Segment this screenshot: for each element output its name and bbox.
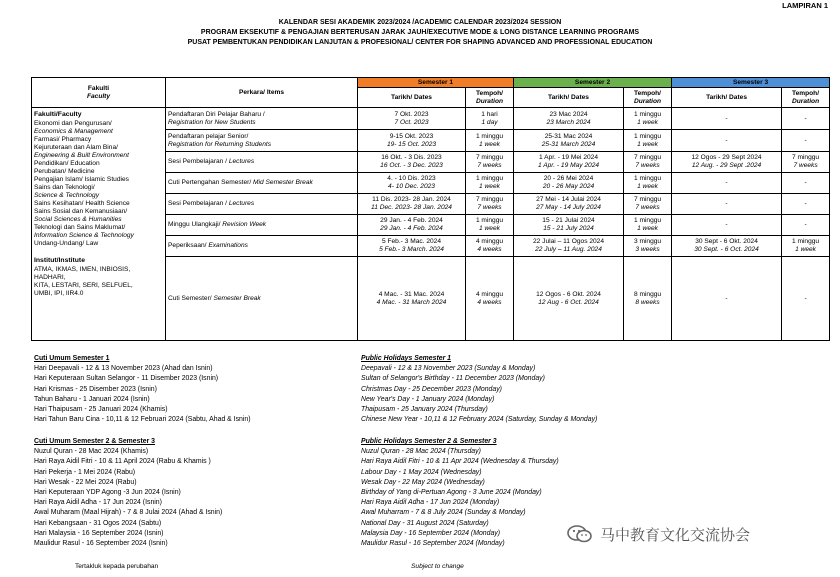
row-item: Sesi Pembelajaran / Lectures: [166, 194, 358, 215]
row-item: Cuti Semester/ Semester Break: [166, 257, 358, 341]
date-cell: 4 Mac. - 31 Mac. 2024 4 Mac. - 31 March 2024: [358, 257, 466, 341]
date-cell: -: [672, 215, 782, 236]
faculty-item-en: Social Sciences & Humanities: [34, 216, 122, 223]
dates-header-s3: Tarikh/ Dates: [672, 88, 782, 108]
date-cell: -: [672, 173, 782, 194]
duration-cell: -: [782, 215, 830, 236]
duration-cell: 8 minggu 8 weeks: [624, 257, 672, 341]
faculty-item: Undang-Undang/ Law: [34, 240, 99, 247]
duration-cell: 1 minggu 1 week: [624, 215, 672, 236]
holiday-item: Thaipusam - 25 January 2024 (Thursday): [361, 406, 488, 414]
duration-cell: 4 minggu 4 weeks: [466, 257, 514, 341]
holiday-item: Hari Tahun Baru Cina - 10,11 & 12 Februari 2024 (Sabtu, Ahad & Isnin): [34, 416, 251, 424]
date-cell: 30 Sept - 6 Okt. 2024 30 Sept. - 6 Oct. 2024: [672, 236, 782, 257]
holiday-item: Hari Krismas - 25 Disember 2023 (Isnin): [34, 385, 157, 393]
holiday-item: National Day - 31 August 2024 (Saturday): [361, 519, 489, 527]
holiday-item: Hari Thaipusam - 25 Januari 2024 (Khamis): [34, 406, 168, 414]
date-cell: 12 Ogos - 29 Sept 2024 12 Aug. - 29 Sept .2024: [672, 152, 782, 173]
date-cell: 12 Ogos - 6 Okt. 2024 12 Aug - 6 Oct. 2024: [514, 257, 624, 341]
wechat-logo-icon: [566, 523, 594, 545]
duration-cell: -: [782, 130, 830, 152]
watermark: [566, 523, 750, 545]
holiday-item: New Year's Day - 1 January 2024 (Monday): [361, 395, 495, 403]
faculty-item: Sains dan Teknologi/: [34, 184, 95, 191]
title-line-1: KALENDAR SESI AKADEMIK 2023/2024 /ACADEMIC CALENDAR 2023/2024 SESSION: [278, 19, 562, 26]
document-titles: [0, 18, 840, 48]
row-item: Minggu Ulangkaji/ Revision Week: [166, 215, 358, 236]
date-cell: 7 Okt. 2023 7 Oct. 2023: [358, 108, 466, 130]
duration-cell: 7 minggu 7 weeks: [466, 194, 514, 215]
holiday-item: Sultan of Selangor's Birthday - 11 December 2023 (Monday): [361, 375, 545, 383]
faculty-item: Sains Kesihatan/ Health Science: [34, 200, 130, 207]
holiday-item: Tahun Baharu - 1 Januari 2024 (Isnin): [34, 395, 150, 403]
institute-item: HADHARI,: [34, 274, 66, 281]
institute-list-title: Institut/Institute: [34, 257, 85, 264]
duration-cell: -: [782, 173, 830, 194]
date-cell: 9-15 Okt. 2023 19- 15 Oct. 2023: [358, 130, 466, 152]
semester-3-header: Semester 3: [672, 78, 830, 88]
date-cell: 11 Dis. 2023- 28 Jan. 2024 11 Dec. 2023- 28 Jan. 2024: [358, 194, 466, 215]
duration-cell: -: [782, 108, 830, 130]
footer-note-ms: Tertakluk kepada perubahan: [75, 563, 159, 570]
holiday-item: Hari Pekerja - 1 Mei 2024 (Rabu): [34, 468, 136, 476]
faculty-list-title: Fakulti/Faculty: [34, 111, 82, 118]
holiday-item: Wesak Day - 22 May 2024 (Wednesday): [361, 478, 485, 486]
holiday-item: Malaysia Day - 16 September 2024 (Monday): [361, 529, 501, 537]
faculty-item: Pengajian Islam/ Islamic Studies: [34, 176, 129, 183]
duration-cell: -: [782, 194, 830, 215]
row-item: Pendaftaran pelajar Senior/ Registration for Returning Students: [166, 130, 358, 152]
holiday-item: Hari Wesak - 22 Mei 2024 (Rabu): [34, 478, 137, 486]
duration-cell: 1 minggu 1 week: [624, 130, 672, 152]
faculty-item: Perubatan/ Medicine: [34, 168, 95, 175]
duration-cell: 1 minggu 1 week: [624, 108, 672, 130]
holiday-item: Maulidur Rasul - 16 September 2024 (Isnin): [34, 540, 168, 548]
row-item: Sesi Pembelajaran / Lectures: [166, 152, 358, 173]
dates-header-s1: Tarikh/ Dates: [358, 88, 466, 108]
holiday-item: Nuzul Quran - 28 Mac 2024 (Thursday): [361, 448, 481, 456]
faculty-item-en: Economics & Management: [34, 128, 113, 135]
institute-item: UMBI, IPI, IIR4.0: [34, 290, 84, 297]
faculty-item: Ekonomi dan Pengurusan/: [34, 120, 112, 127]
faculty-item: Pendidikan/ Education: [34, 160, 100, 167]
date-cell: 5 Feb.- 3 Mac. 2024 5 Feb.- 3 March. 2024: [358, 236, 466, 257]
holiday-item: Birthday of Yang di-Pertuan Agong - 3 June 2024 (Monday): [361, 489, 542, 497]
holiday-item: Hari Raya Aidil Adha - 17 Jun 2024 (Isnin): [34, 499, 162, 507]
holiday-item: Hari Kebangsaan - 31 Ogos 2024 (Sabtu): [34, 519, 162, 527]
holiday-item: Hari Deepavali - 12 & 13 November 2023 (Ahad dan Isnin): [34, 365, 213, 373]
date-cell: 16 Okt. - 3 Dis. 2023 16 Oct. - 3 Dec. 2023: [358, 152, 466, 173]
faculty-item-en: Science & Technology: [34, 192, 100, 199]
academic-calendar-table: [31, 77, 830, 341]
holidays-semester-1-en: [361, 354, 597, 425]
duration-cell: 4 minggu 4 weeks: [466, 236, 514, 257]
holidays-semester-2-3: [34, 437, 222, 549]
holiday-item: Chinese New Year - 10,11 & 12 February 2024 (Saturday, Sunday & Monday): [361, 416, 598, 424]
holiday-item: Hari Keputeraan Sultan Selangor - 11 Disember 2023 (Isnin): [34, 375, 219, 383]
holiday-item: Labour Day - 1 May 2024 (Wednesday): [361, 468, 482, 476]
items-header: Perkara/ Items: [166, 78, 358, 108]
duration-cell: 1 minggu 1 week: [466, 215, 514, 236]
holiday-item: Awal Muharam (Maal Hijrah) - 7 & 8 Julai 2024 (Ahad & Isnin): [34, 509, 223, 517]
title-line-3: PUSAT PEMBENTUKAN PENDIDIKAN LANJUTAN & PROFESIONAL/ CENTER FOR SHAPING ADVANCED AND PROFESSIONAL EDUCATION: [187, 39, 653, 46]
semester-2-header: Semester 2: [514, 78, 672, 88]
holidays-semester-2-3-en: [361, 437, 559, 549]
faculty-item-en: Information Science & Technology: [34, 232, 134, 239]
holiday-item: Awal Muharram - 7 & 8 July 2024 (Sunday & Monday): [361, 509, 526, 517]
date-cell: -: [672, 130, 782, 152]
holiday-item: Hari Malaysia - 16 September 2024 (Isnin): [34, 529, 164, 537]
duration-cell: 7 minggu 7 weeks: [466, 152, 514, 173]
date-cell: 20 - 26 Mei 2024 20 - 26 May 2024: [514, 173, 624, 194]
duration-cell: 7 minggu 7 weeks: [782, 152, 830, 173]
dates-header-s2: Tarikh/ Dates: [514, 88, 624, 108]
holiday-item: Deepavali - 12 & 13 November 2023 (Sunday & Monday): [361, 365, 536, 373]
holiday-item: Hari Raya Aidil Adha - 17 Jun 2024 (Monday): [361, 499, 500, 507]
holiday-item: Hari Raya Aidil Fitri - 10 & 11 Apr 2024 (Wednesday & Thursday): [361, 458, 559, 466]
date-cell: 1 Apr. - 19 Mei 2024 1 Apr. - 19 May 2024: [514, 152, 624, 173]
date-cell: -: [672, 108, 782, 130]
footer-note-en: Subject to change: [411, 563, 464, 570]
faculty-item: Sains Sosial dan Kemanusiaan/: [34, 208, 128, 215]
faculty-item: Teknologi dan Sains Maklumat/: [34, 224, 126, 231]
institute-item: ATMA, IKMAS, IMEN, INBIOSIS,: [34, 266, 131, 273]
watermark-text: 马中教育文化交流协会: [600, 526, 751, 544]
holidays-s23-title: Cuti Umum Semester 2 & Semester 3: [34, 438, 156, 445]
duration-cell: 1 hari 1 day: [466, 108, 514, 130]
duration-cell: 1 minggu 1 week: [624, 173, 672, 194]
table-row: [32, 108, 830, 130]
date-cell: 4. - 10 Dis. 2023 4- 10 Dec. 2023: [358, 173, 466, 194]
duration-cell: 7 minggu 7 weeks: [624, 152, 672, 173]
date-cell: 27 Mei - 14 Julai 2024 27 May - 14 July 2024: [514, 194, 624, 215]
holiday-item: Nuzul Quran - 28 Mac 2024 (Khamis): [34, 448, 149, 456]
row-item: Pendaftaran Diri Pelajar Baharu / Registration for New Students: [166, 108, 358, 130]
date-cell: 15 - 21 Julai 2024 15 - 21 July 2024: [514, 215, 624, 236]
holidays-s23-en-title: Public Holidays Semester 2 & Semester 3: [361, 438, 497, 445]
duration-header-s1: Tempoh/ Duration: [466, 88, 514, 108]
date-cell: 22 Julai – 11 Ogos 2024 22 July – 11 Aug. 2024: [514, 236, 624, 257]
duration-cell: 1 minggu 1 week: [782, 236, 830, 257]
date-cell: 25-31 Mac 2024 25-31 March 2024: [514, 130, 624, 152]
duration-header-s2: Tempoh/ Duration: [624, 88, 672, 108]
holiday-item: Maulidur Rasul - 16 September 2024 (Monday): [361, 540, 505, 548]
semester-1-header: Semester 1: [358, 78, 514, 88]
date-cell: 23 Mac 2024 23 March 2024: [514, 108, 624, 130]
date-cell: 29 Jan. - 4 Feb. 2024 29 Jan. - 4 Feb. 2024: [358, 215, 466, 236]
row-item: Cuti Pertengahan Semester/ Mid Semester Break: [166, 173, 358, 194]
duration-cell: 7 minggu 7 weeks: [624, 194, 672, 215]
faculty-item: Farmasi/ Pharmacy: [34, 136, 92, 143]
date-cell: -: [672, 194, 782, 215]
holidays-s1-title: Cuti Umum Semester 1: [34, 355, 110, 362]
institute-item: KITA, LESTARI, SERI, SELFUEL,: [34, 282, 133, 289]
date-cell: -: [672, 257, 782, 341]
row-item: Peperiksaan/ Examinations: [166, 236, 358, 257]
duration-cell: 3 minggu 3 weeks: [624, 236, 672, 257]
holidays-semester-1: [34, 354, 251, 425]
title-line-2: PROGRAM EKSEKUTIF & PENGAJIAN BERTERUSAN JARAK JAUH/EXECUTIVE MODE & LONG DISTANCE LEARNING PROGRAMS: [200, 29, 640, 36]
faculty-item: Kejuruteraan dan Alam Bina/: [34, 144, 118, 151]
lampiran-label: LAMPIRAN 1: [782, 1, 828, 10]
holidays-s1-en-title: Public Holidays Semester 1: [361, 355, 451, 362]
duration-cell: 1 minggu 1 week: [466, 173, 514, 194]
holiday-item: Christmas Day - 25 December 2023 (Monday): [361, 385, 502, 393]
holiday-item: Hari Keputeraan YDP Agong -3 Jun 2024 (Isnin): [34, 489, 181, 497]
holiday-item: Hari Raya Aidil Fitri - 10 & 11 April 2024 (Rabu & Khamis ): [34, 458, 211, 466]
duration-header-s3: Tempoh/ Duration: [782, 88, 830, 108]
faculty-item-en: Engineering & Built Environment: [34, 152, 129, 159]
faculty-list: [32, 108, 166, 341]
duration-cell: 1 minggu 1 week: [466, 130, 514, 152]
faculty-header: Fakulti Faculty: [32, 78, 166, 108]
duration-cell: -: [782, 257, 830, 341]
